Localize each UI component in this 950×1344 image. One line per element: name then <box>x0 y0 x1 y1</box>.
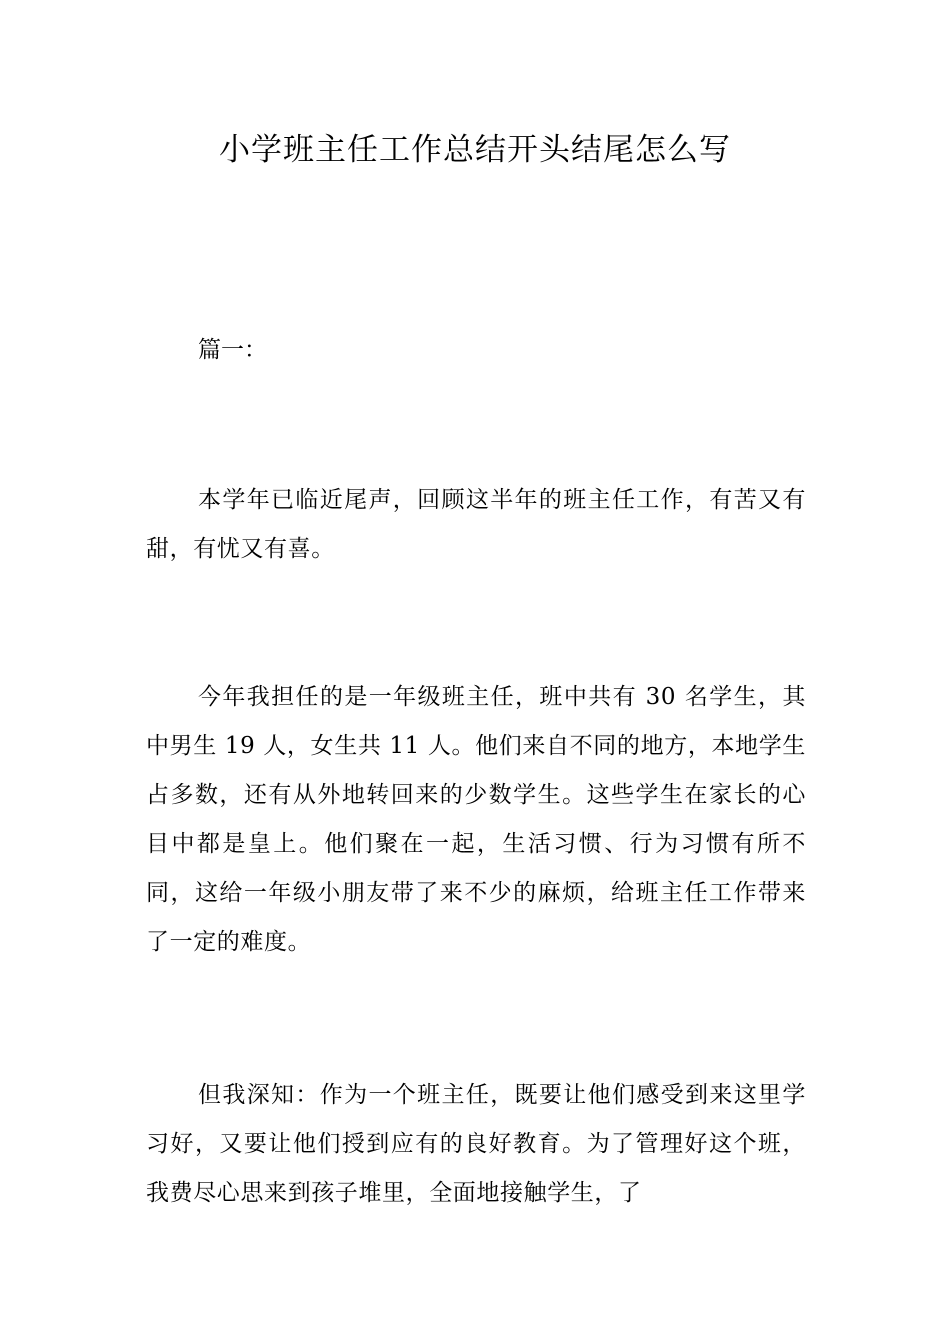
paragraph: 但我深知：作为一个班主任，既要让他们感受到来这里学习好，又要让他们授到应有的良好教育。为了管理好这个班，我费尽心思来到孩子堆里，全面地接触学生，了 <box>146 1082 806 1206</box>
document-title: 小学班主任工作总结开头结尾怎么写 <box>219 132 731 168</box>
paragraph: 本学年已临近尾声，回顾这半年的班主任工作，有苦又有甜，有忧又有喜。 <box>146 487 806 562</box>
section-label: 篇一： <box>198 337 267 363</box>
paragraph: 今年我担任的是一年级班主任，班中共有 30 名学生，其中男生 19 人，女生共 11 人。他们来自不同的地方，本地学生占多数，还有从外地转回来的少数学生。这些学生在家长的心目中都是皇上。他们聚在一起，生活习惯、行为习惯有所不同，这给一年级小朋友带了来不少的麻烦，给班主任工作带来了一定的难度。 <box>146 684 806 955</box>
